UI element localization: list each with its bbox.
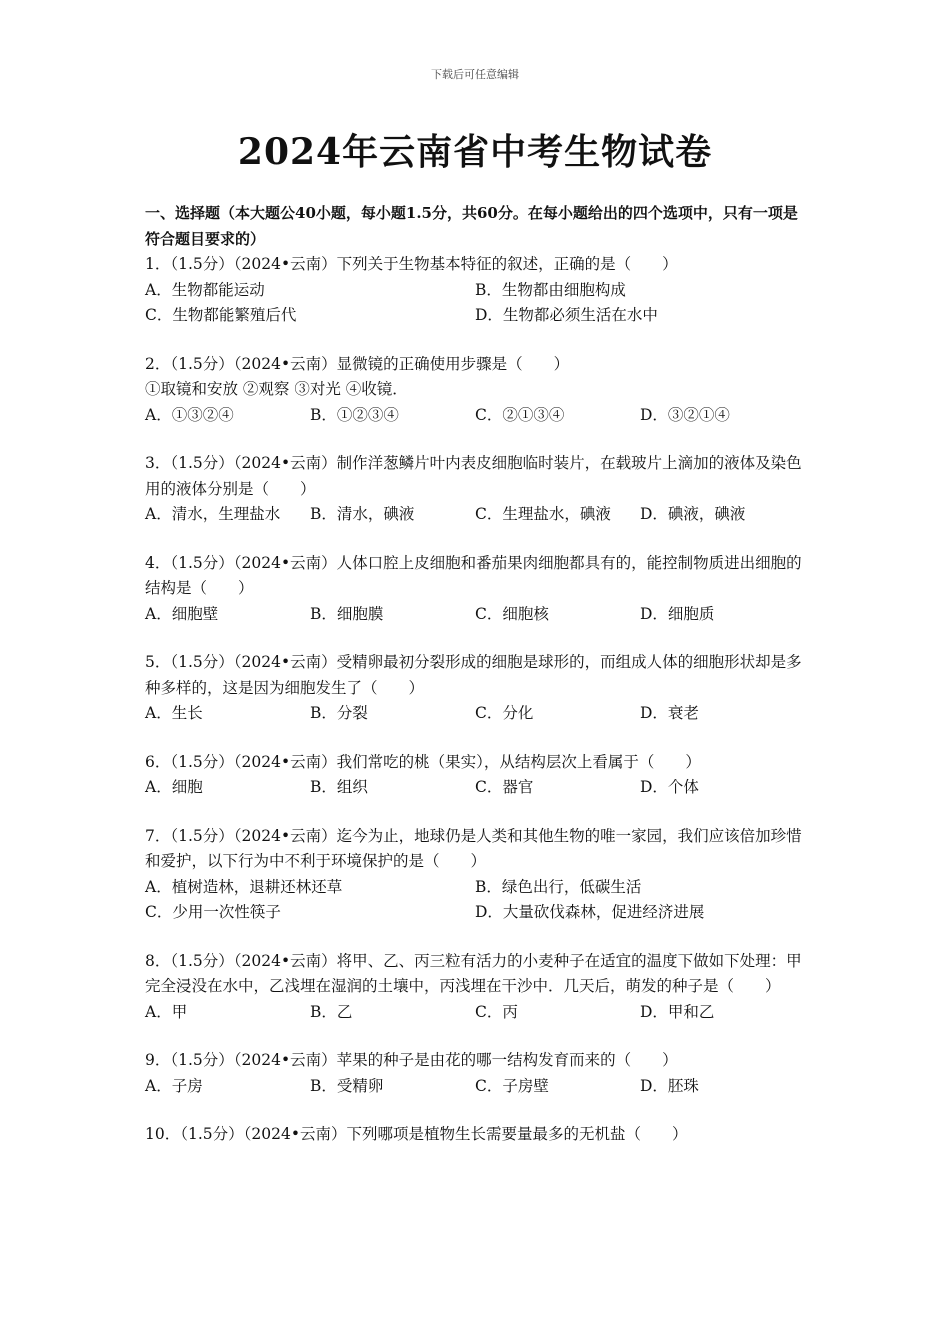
answer-option: A．子房	[145, 1076, 203, 1095]
question-text: 5．（1.5分）（2024•云南）受精卵最初分裂形成的细胞是球形的，而组成人体的细胞形状却是多种多样的，这是因为细胞发生了（ ）	[145, 653, 802, 697]
question-item	[145, 650, 810, 727]
answer-option: C．丙	[475, 1002, 518, 1021]
question-text: 10．（1.5分）（2024•云南）下列哪项是植物生长需要量最多的无机盐（ ）	[145, 1125, 688, 1143]
question-item	[145, 551, 810, 628]
answer-option: D．大量砍伐森林，促进经济进展	[475, 903, 705, 921]
answer-option: C．少用一次性筷子	[145, 903, 281, 921]
question-item	[145, 1048, 810, 1099]
answer-option: A．生物都能运动	[145, 280, 265, 299]
answer-options	[145, 602, 810, 628]
answer-option: C．子房壁	[475, 1076, 549, 1095]
exam-content	[145, 200, 810, 1171]
answer-option: A．生长	[145, 704, 203, 722]
answer-options	[145, 775, 810, 801]
answer-options	[145, 403, 810, 429]
question-text: 7．（1.5分）（2024•云南）迄今为止，地球仍是人类和其他生物的唯一家园，我们应该倍加珍惜和爱护，以下行为中不利于环境保护的是（ ）	[145, 826, 802, 870]
answer-option: D．生物都必须生活在水中	[475, 306, 658, 324]
answer-option: B．细胞膜	[310, 604, 384, 623]
question-item	[145, 352, 810, 429]
answer-option: D．个体	[640, 778, 699, 796]
question-text: 4．（1.5分）（2024•云南）人体口腔上皮细胞和番茄果肉细胞都具有的，能控制物质进出细胞的结构是（ ）	[145, 553, 802, 597]
answer-option: B．①②③④	[310, 405, 399, 424]
question-item	[145, 750, 810, 801]
answer-option: C．生物都能繁殖后代	[145, 306, 297, 324]
question-item	[145, 451, 810, 528]
answer-option: B．乙	[310, 1002, 353, 1021]
answer-option: D．碘液，碘液	[640, 505, 746, 523]
answer-option: D．衰老	[640, 704, 699, 722]
section-heading: 一、选择题（本大题公40小题，每小题1.5分，共60分。在每小题给出的四个选项中，只有一项是符合题目要求的）	[145, 204, 798, 248]
answer-option: A．清水，生理盐水	[145, 505, 281, 523]
answer-options	[145, 701, 810, 727]
answer-option: A．①③②④	[145, 405, 234, 424]
answer-option: B．绿色出行，低碳生活	[475, 877, 642, 896]
answer-option: A．细胞	[145, 778, 203, 796]
answer-option: A．植树造林，退耕还林还草	[145, 877, 343, 896]
answer-option: A．甲	[145, 1002, 188, 1021]
question-item	[145, 949, 810, 1026]
question-text: 1．（1.5分）（2024•云南）下列关于生物基本特征的叙述，正确的是（ ）	[145, 255, 678, 273]
answer-option: A．细胞壁	[145, 604, 219, 623]
question-extra-text: ①取镜和安放 ②观察 ③对光 ④收镜．	[145, 380, 408, 398]
answer-options	[145, 875, 810, 926]
page-title: 2024年云南省中考生物试卷	[237, 131, 713, 173]
question-item	[145, 252, 810, 329]
answer-option: C．细胞核	[475, 604, 549, 623]
answer-option: D．细胞质	[640, 604, 715, 623]
answer-options	[145, 502, 810, 528]
answer-option: C．分化	[475, 704, 534, 722]
answer-option: B．生物都由细胞构成	[475, 280, 626, 299]
answer-options	[145, 1074, 810, 1100]
question-text: 2．（1.5分）（2024•云南）显微镜的正确使用步骤是（ ）	[145, 354, 570, 373]
question-item	[145, 824, 810, 926]
answer-options	[145, 278, 810, 329]
answer-option: D．胚珠	[640, 1076, 699, 1095]
answer-options	[145, 1000, 810, 1026]
answer-option: C．器官	[475, 778, 534, 796]
question-text: 3．（1.5分）（2024•云南）制作洋葱鳞片叶内表皮细胞临时装片，在载玻片上滴加的液体及染色用的液体分别是（ ）	[145, 454, 802, 498]
question-item	[145, 1122, 810, 1148]
answer-option: C．②①③④	[475, 405, 565, 424]
answer-option: B．受精卵	[310, 1076, 384, 1095]
question-text: 9．（1.5分）（2024•云南）苹果的种子是由花的哪一结构发育而来的（ ）	[145, 1051, 678, 1069]
answer-option: B．清水，碘液	[310, 505, 415, 523]
question-text: 6．（1.5分）（2024•云南）我们常吃的桃（果实），从结构层次上看属于（ ）	[145, 752, 701, 771]
answer-option: D．甲和乙	[640, 1002, 715, 1021]
answer-option: B．分裂	[310, 704, 368, 722]
answer-option: B．组织	[310, 778, 368, 796]
answer-option: D．③②①④	[640, 405, 730, 424]
question-list	[145, 252, 810, 1148]
answer-option: C．生理盐水，碘液	[475, 505, 611, 523]
header-note: 下载后可任意编辑	[431, 68, 519, 81]
question-text: 8．（1.5分）（2024•云南）将甲、乙、丙三粒有活力的小麦种子在适宜的温度下做如下处理：甲完全浸没在水中，乙浅埋在湿润的土壤中，丙浅埋在干沙中．几天后，萌发的种子是（ ）	[145, 951, 802, 995]
